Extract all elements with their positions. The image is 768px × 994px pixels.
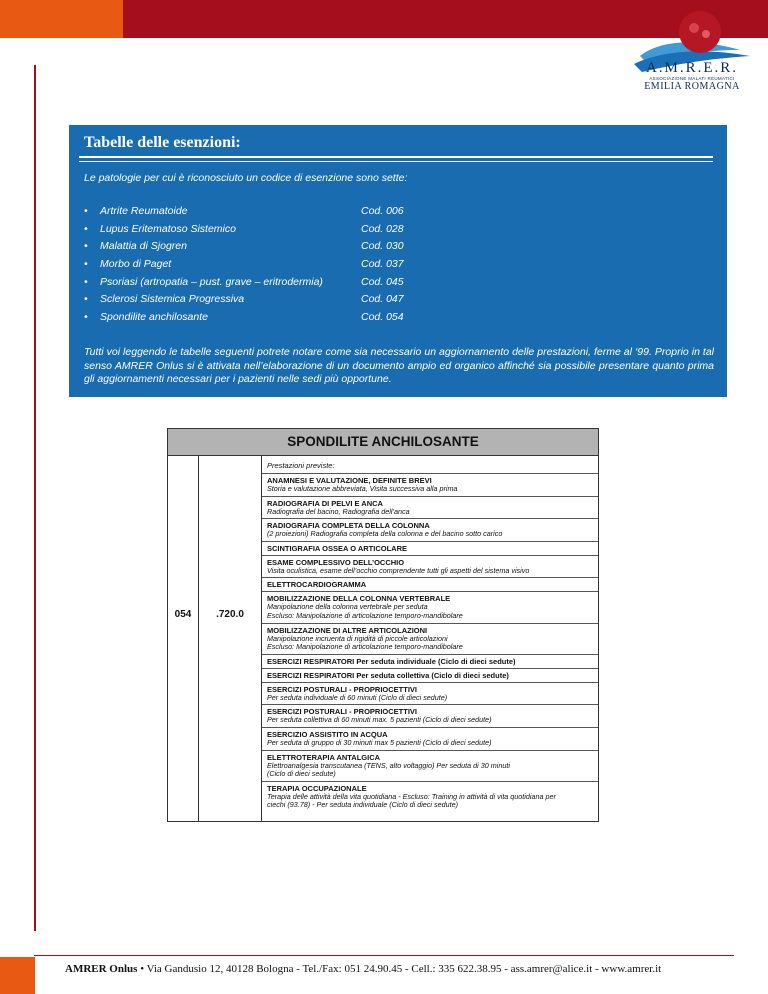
condition-code: Cod. 054 (361, 311, 404, 324)
condition-code: Cod. 028 (361, 222, 404, 235)
footer-org: AMRER Onlus (65, 963, 138, 975)
exemption-code: 054 (174, 609, 192, 620)
table-row (262, 705, 598, 728)
service-title: SCINTIGRAFIA OSSEA O ARTICOLARE (267, 543, 408, 553)
logo-acronym: A.M.R.E.R. (645, 60, 739, 76)
table-row (262, 578, 598, 592)
condition-code: Cod. 045 (361, 275, 404, 288)
title-divider (79, 156, 713, 162)
list-item (84, 311, 684, 329)
service-desc: (Ciclo di dieci sedute) (267, 769, 336, 779)
service-desc: ciechi (93.78) - Per seduta individuale (Ciclo di dieci sedute) (267, 800, 458, 810)
table-row (262, 655, 598, 669)
logo-text (628, 60, 756, 92)
service-desc: (2 proiezioni) Radiografia completa della colonna e del bacino sotto carico (267, 529, 503, 539)
service-desc: Manipolazione della colonna vertebrale per seduta (267, 602, 428, 612)
header-accent (0, 0, 123, 38)
list-item (84, 258, 684, 276)
service-desc: Radiografia del bacino, Radiografia dell’anca (267, 506, 410, 516)
table-row (262, 782, 598, 812)
footer-accent (0, 957, 35, 994)
service-title: ESERCIZI POSTURALI - PROPRIOCETTIVI (267, 707, 418, 717)
footer-contacts: • Via Gandusio 12, 40128 Bologna - Tel./Fax: 051 24.90.45 - Cell.: 335 622.38.95 - ass.amrer@alice.it - www.amrer.it (137, 963, 662, 975)
list-item (84, 293, 684, 311)
bullet: • (84, 311, 88, 324)
table-row (262, 556, 598, 579)
table-row (262, 669, 598, 683)
table-title: SPONDILITE ANCHILOSANTE (168, 429, 598, 456)
logo-subtitle: ASSOCIAZIONE MALATI REUMATICI (649, 76, 735, 81)
table-row (262, 474, 598, 497)
service-desc: Storia e valutazione abbreviata, Visita successiva alla prima (267, 484, 458, 493)
exemptions-intro: Le patologie per cui è riconosciuto un codice di esenzione sono sette: (84, 172, 408, 184)
service-desc: Manipolazione incruenta di rigidità di piccole articolazioni (267, 633, 448, 643)
exemptions-panel (69, 125, 727, 397)
service-title: ESERCIZIO ASSISTITO IN ACQUA (267, 729, 388, 739)
condition-code: Cod. 030 (361, 240, 404, 253)
service-title: ELETTROCARDIOGRAMMA (267, 580, 367, 590)
column-divider (198, 456, 199, 821)
table-row (262, 683, 598, 706)
service-title: ELETTROTERAPIA ANTALGICA (267, 752, 381, 762)
service-title: MOBILIZZAZIONE DELLA COLONNA VERTEBRALE (267, 594, 451, 604)
service-title: RADIOGRAFIA COMPLETA DELLA COLONNA (267, 521, 430, 531)
service-title: MOBILIZZAZIONE DI ALTRE ARTICOLAZIONI (267, 625, 428, 635)
bullet: • (84, 240, 88, 253)
table-row (262, 624, 598, 655)
table-row (262, 751, 598, 782)
service-desc: Escluso: Manipolazione di articolazione temporo-mandibolare (267, 642, 463, 652)
list-item (84, 240, 684, 258)
footer (65, 963, 745, 975)
condition-name: Lupus Eritematoso Sistemico (100, 222, 236, 235)
bullet: • (84, 275, 88, 288)
footer-rule (34, 955, 734, 956)
bullet: • (84, 293, 88, 306)
service-title: ESERCIZI RESPIRATORI Per seduta collettiva (Ciclo di dieci sedute) (267, 670, 509, 680)
bullet: • (84, 205, 88, 217)
exemption-subcode: .720.0 (216, 609, 244, 620)
bullet: • (84, 222, 88, 235)
exemptions-outro: Tutti voi leggendo le tabelle seguenti potrete notare come sia necessario un aggiornamento delle prestazioni, ferme al ‘99. Proprio in tal senso AMRER Onlus si è attivata nell’elaborazione di un documento ampio ed organico affinché sia possibile presentare quanto prima gli aggiornamenti necessari per i pazienti nelle sedi più opportune. (84, 346, 714, 385)
condition-code: Cod. 047 (361, 293, 404, 306)
table-row (262, 592, 598, 623)
exemptions-list (84, 205, 684, 329)
condition-name: Morbo di Paget (100, 258, 172, 271)
condition-name: Malattia di Sjogren (100, 240, 187, 253)
service-title: ESERCIZI RESPIRATORI Per seduta individuale (Ciclo di dieci sedute) (267, 656, 516, 666)
condition-name: Psoriasi (artropatia – pust. grave – eritrodermia) (100, 275, 323, 288)
service-title: ANAMNESI E VALUTAZIONE, DEFINITE BREVI (267, 476, 432, 485)
service-desc: Per seduta individuale di 60 minuti (Ciclo di dieci sedute) (267, 692, 448, 702)
table-row (262, 497, 598, 520)
service-title: RADIOGRAFIA DI PELVI E ANCA (267, 498, 383, 508)
exemptions-title: Tabelle delle esenzioni: (84, 134, 241, 151)
condition-name: Spondilite anchilosante (100, 311, 208, 324)
service-desc: Per seduta di gruppo di 30 minuti max 5 pazienti (Ciclo di dieci sedute) (267, 737, 492, 747)
service-desc: Elettroanalgesia transcutanea (TENS, alto voltaggio) Per seduta di 30 minuti (267, 760, 510, 770)
condition-code: Cod. 006 (361, 205, 404, 217)
margin-rule (34, 65, 36, 931)
service-title: TERAPIA OCCUPAZIONALE (267, 783, 367, 793)
list-item (84, 223, 684, 241)
table-row (262, 542, 598, 556)
list-item (84, 276, 684, 294)
list-item (84, 205, 684, 223)
services-caption: Prestazioni previste: (262, 459, 598, 474)
bullet: • (84, 258, 88, 271)
service-desc: Terapia delle attività della vita quotidiana - Escluso: Training in attività di vita quotidiana per (267, 791, 556, 801)
table-row (262, 728, 598, 751)
service-title: ESERCIZI POSTURALI - PROPRIOCETTIVI (267, 684, 418, 694)
spondilite-table (167, 428, 599, 822)
condition-code: Cod. 037 (361, 258, 404, 271)
condition-name: Sclerosi Sistemica Progressiva (100, 293, 245, 306)
condition-name: Artrite Reumatoide (100, 205, 188, 217)
service-title: ESAME COMPLESSIVO DELL’OCCHIO (267, 557, 405, 567)
service-desc: Per seduta collettiva di 60 minuti max. 5 pazienti (Ciclo di dieci sedute) (267, 715, 492, 725)
service-desc: Visita oculistica, esame dell’occhio comprendente tutti gli aspetti del sistema visivo (267, 565, 530, 575)
logo-region: EMILIA ROMAGNA (644, 81, 740, 92)
service-desc: Escluso: Manipolazione di articolazione temporo-mandibolare (267, 610, 463, 620)
table-row (262, 519, 598, 542)
services-list (262, 459, 598, 812)
